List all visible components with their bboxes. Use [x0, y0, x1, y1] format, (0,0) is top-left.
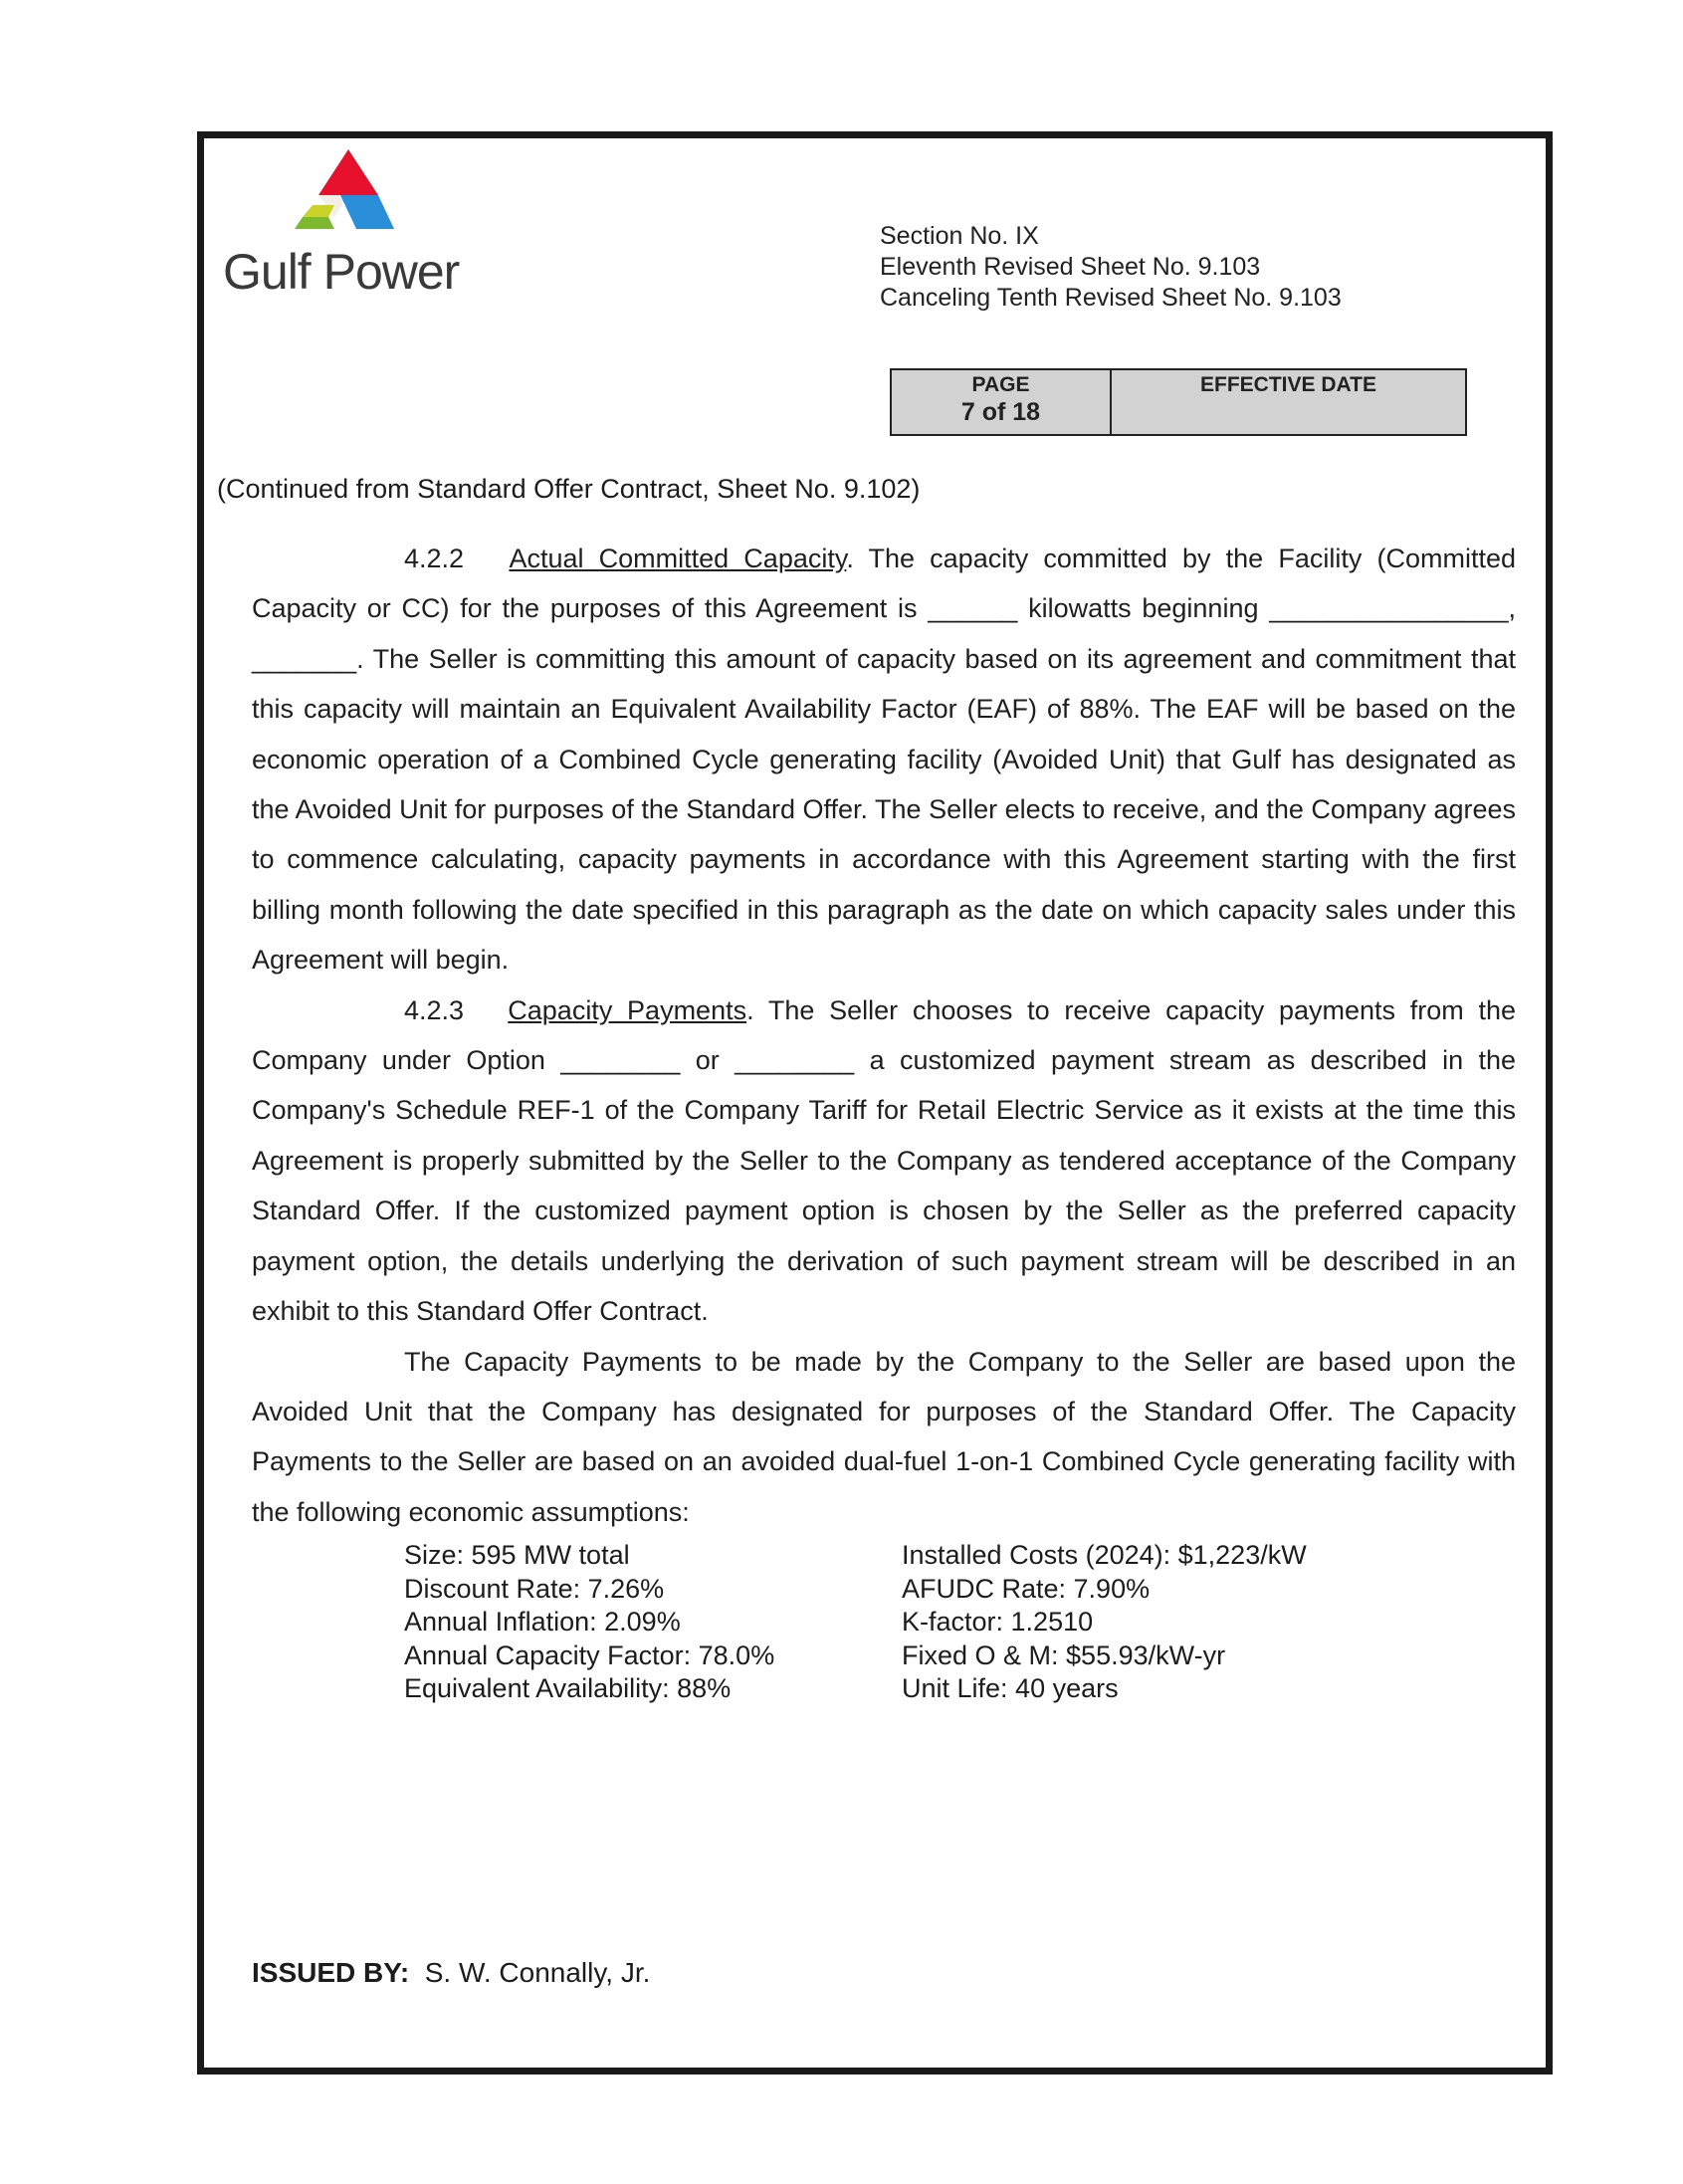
assumption-item: Equivalent Availability: 88%	[404, 1673, 732, 1703]
assumption-item: Annual Capacity Factor: 78.0%	[404, 1639, 775, 1670]
section-4-2-3	[252, 985, 1516, 1337]
assumption-item: K-factor: 1.2510	[902, 1607, 1094, 1637]
section-4-2-2	[252, 534, 1516, 985]
assumption-item: Installed Costs (2024): $1,223/kW	[902, 1540, 1307, 1570]
capacity-paragraph: The Capacity Payments to be made by the Company to the Seller are based upon the Avoided Unit that the Company has designated for purposes of the Standard Offer. The Capacity Payments to the Seller are based on an avoided dual-fuel 1-on-1 Combined Cycle generating facility with the following economic assumptions:	[252, 1346, 1516, 1527]
page-box	[890, 368, 1467, 436]
section-4-2-2-title: Actual Committed Capacity	[509, 544, 847, 573]
issued-by-name: S. W. Connally, Jr.	[424, 1957, 651, 1988]
assumption-item: Size: 595 MW total	[404, 1540, 630, 1570]
company-logo	[219, 147, 478, 307]
logo-text: Gulf Power	[223, 244, 460, 300]
assumption-item: AFUDC Rate: 7.90%	[902, 1573, 1151, 1604]
effective-date-cell	[1112, 370, 1465, 434]
assumption-item: Discount Rate: 7.26%	[404, 1573, 665, 1604]
continued-note: (Continued from Standard Offer Contract, Sheet No. 9.102)	[217, 474, 921, 504]
page-cell	[892, 370, 1112, 434]
page-value: 7 of 18	[960, 398, 1041, 426]
sheet-number: Eleventh Revised Sheet No. 9.103	[880, 253, 1261, 281]
assumptions-right	[902, 1539, 1307, 1706]
effective-date-label: EFFECTIVE DATE	[1200, 373, 1376, 396]
sheet-info	[880, 221, 1342, 314]
section-4-2-3-number: 4.2.3	[404, 994, 465, 1025]
assumption-item: Annual Inflation: 2.09%	[404, 1607, 681, 1637]
assumption-item: Fixed O & M: $55.93/kW-yr	[902, 1639, 1226, 1670]
section-4-2-2-number: 4.2.2	[404, 544, 465, 573]
assumptions-left	[404, 1539, 774, 1706]
canceling-sheet: Canceling Tenth Revised Sheet No. 9.103	[880, 284, 1342, 312]
contract-body	[252, 534, 1516, 1537]
section-number: Section No. IX	[880, 222, 1039, 250]
section-4-2-2-text: . The capacity committed by the Facility (Committed Capacity or CC) for the purposes of this Agreement is ______ kilowatts beginning ________________, _______. The Seller is committing this amount of capacity based on its agreement and commitment that this capacity will maintain an Equivalent Availability Factor (EAF) of 88%. The EAF will be based on the economic operation of a Combined Cycle generating facility (Avoided Unit) that Gulf has designated as the Avoided Unit for purposes of the Standard Offer. The Seller elects to receive, and the Company agrees to commence calculating, capacity payments in accordance with this Agreement starting with the first billing month following the date specified in this paragraph as the date on which capacity sales under this Agreement will begin.	[252, 544, 1516, 976]
section-4-2-3-title: Capacity Payments	[508, 994, 747, 1025]
issued-by	[252, 1957, 650, 1989]
gulf-power-triangle-icon	[289, 147, 408, 237]
assumption-item: Unit Life: 40 years	[902, 1673, 1119, 1703]
page-label: PAGE	[971, 373, 1030, 396]
issued-by-label: ISSUED BY:	[252, 1957, 410, 1988]
section-4-2-3-text: . The Seller chooses to receive capacity payments from the Company under Option ________ or ________ a customized payment stream as described in the Company's Schedule REF-1 of the Company Tariff for Retail Electric Service as it exists at the time this Agreement is properly submitted by the Seller to the Company as tendered acceptance of the Company Standard Offer. If the customized payment option is chosen by the Seller as the preferred capacity payment option, the details underlying the derivation of such payment stream will be described in an exhibit to this Standard Offer Contract.	[252, 994, 1516, 1327]
